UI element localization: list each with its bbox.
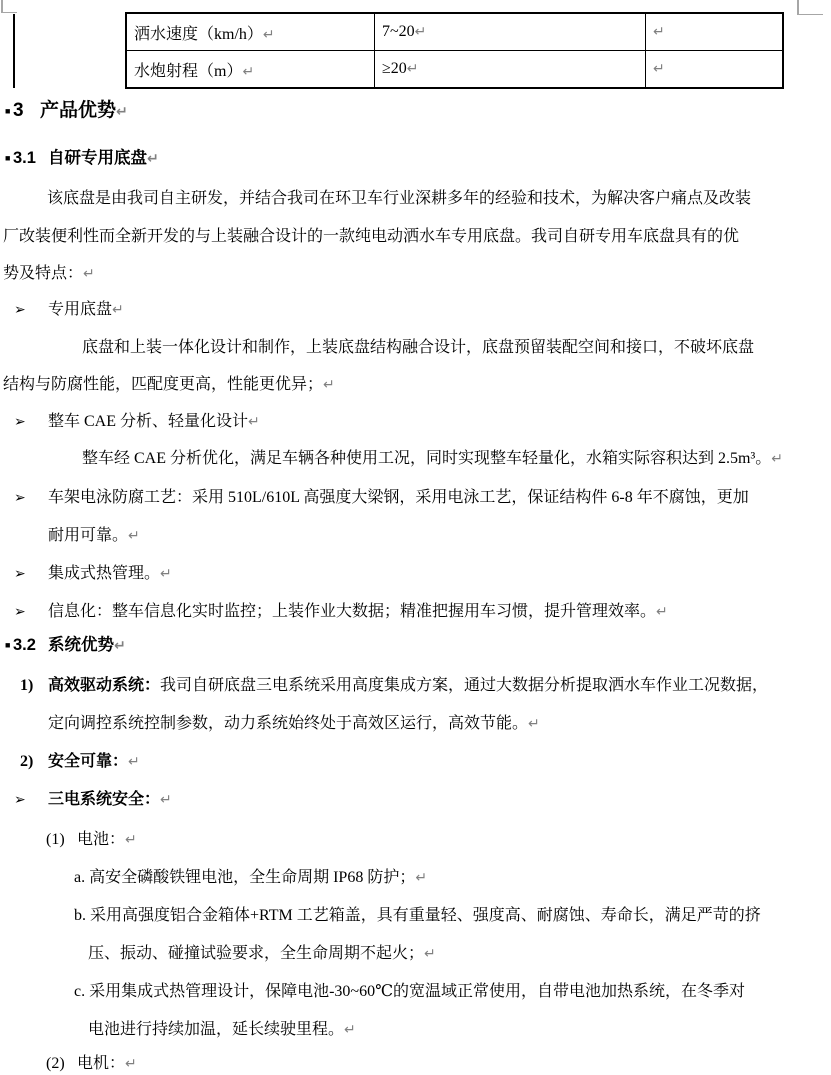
pilcrow-mark: ↵: [424, 946, 436, 962]
spec-label: 水炮射程（m）: [134, 62, 243, 80]
pilcrow-mark: ↵: [147, 151, 159, 167]
pilcrow-mark: ↵: [406, 61, 419, 77]
paragraph-text: 电池进行持续加温，延长续驶里程。: [88, 1021, 345, 1038]
heading-bullet-icon: ■: [5, 640, 11, 650]
paragraph-line: [48, 526, 140, 546]
lettered-item: [74, 906, 761, 926]
pilcrow-mark: ↵: [323, 377, 335, 393]
item-label: 高效驱动系统：: [48, 677, 161, 694]
numbered-item: [20, 752, 140, 772]
pilcrow-mark: ↵: [160, 566, 172, 582]
heading-3: [5, 101, 128, 122]
paragraph-line: [3, 227, 739, 247]
item-label: 安全可靠：: [48, 753, 129, 770]
item-text: 电机：: [77, 1055, 126, 1072]
list-number: 1): [20, 677, 34, 694]
paragraph-text: 结构与防腐性能，匹配度更高，性能更优异；: [3, 376, 324, 393]
pilcrow-mark: ↵: [125, 832, 137, 848]
bullet-text: 专用底盘: [48, 301, 113, 318]
pilcrow-mark: ↵: [125, 1056, 137, 1072]
pilcrow-mark: ↵: [771, 451, 783, 467]
pilcrow-mark: ↵: [83, 266, 95, 282]
spec-table: [125, 12, 784, 89]
bullet-text: 三电系统安全：: [48, 791, 161, 808]
spec-value-cell: [375, 51, 646, 89]
text-boundary-mark-top-left: [1, 0, 17, 13]
sub-numbered-item: [46, 830, 137, 850]
pilcrow-mark: ↵: [160, 792, 172, 808]
table-row: [126, 51, 783, 89]
item-text: 电池：: [77, 831, 126, 848]
item-text: b. 采用高强度铝合金箱体+RTM 工艺箱盖，具有重量轻、强度高、耐腐蚀、寿命长，满足严苛的挤: [74, 907, 761, 924]
heading-title: 系统优势: [48, 636, 114, 654]
heading-number: 3: [13, 100, 24, 121]
pilcrow-mark: ↵: [415, 870, 428, 886]
list-arrow-icon: ➢: [14, 302, 26, 318]
paragraph-line: [47, 189, 751, 209]
bullet-item: [14, 412, 260, 432]
text-boundary-mark-top-right: [797, 0, 823, 15]
pilcrow-mark: ↵: [128, 528, 140, 544]
paragraph-text: 压、振动、碰撞试验要求，全生命周期不起火；: [88, 945, 425, 962]
spec-label: 洒水速度（km/h）: [134, 25, 263, 43]
paragraph-text: 底盘和上装一体化设计和制作，上装底盘结构融合设计，底盘预留装配空间和接口，不破坏底盘: [82, 339, 755, 356]
item-text: c. 采用集成式热管理设计，保障电池-30~60℃的宽温域正常使用，自带电池加热系统，在冬季对: [74, 983, 745, 1000]
bullet-text: 整车 CAE 分析、轻量化设计: [48, 413, 249, 430]
list-number: (2): [46, 1055, 65, 1072]
item-text: a. 高安全磷酸铁锂电池，全生命周期 IP68 防护；: [74, 869, 416, 886]
spec-label-cell: [126, 13, 375, 51]
pilcrow-mark: ↵: [116, 104, 128, 120]
heading-bullet-icon: ■: [5, 153, 11, 163]
table-row: [126, 13, 783, 51]
bullet-text: 车架电泳防腐工艺：采用 510L/610L 高强度大梁钢，采用电泳工艺，保证结构件 6-8 年不腐蚀，更加: [48, 489, 749, 506]
heading-title: 产品优势: [40, 100, 117, 121]
paragraph-line: [88, 1020, 356, 1040]
heading-number: 3.2: [13, 636, 36, 654]
pilcrow-mark: ↵: [344, 1022, 356, 1038]
heading-3-2: [5, 635, 126, 656]
paragraph-line: [82, 449, 783, 469]
heading-title: 自研专用底盘: [48, 149, 147, 167]
pilcrow-mark: ↵: [262, 26, 275, 43]
pilcrow-mark: ↵: [528, 716, 540, 732]
paragraph-text: 势及特点：: [3, 265, 84, 282]
paragraph-text: 定向调控系统控制参数，动力系统始终处于高效区运行，高效节能。: [48, 715, 529, 732]
paragraph-text: 耐用可靠。: [48, 527, 129, 544]
lettered-item: [74, 982, 745, 1002]
list-arrow-icon: ➢: [14, 604, 26, 620]
heading-number: 3.1: [13, 149, 36, 167]
list-arrow-icon: ➢: [14, 490, 26, 506]
spec-value-cell: [375, 13, 646, 51]
pilcrow-mark: ↵: [128, 754, 140, 770]
bullet-item: [14, 564, 172, 584]
pilcrow-mark: ↵: [653, 61, 665, 77]
paragraph-line: [3, 264, 95, 284]
bullet-text: 信息化：整车信息化实时监控；上装作业大数据；精准把握用车习惯，提升管理效率。: [48, 603, 657, 620]
bullet-item: [14, 602, 668, 622]
numbered-item: [20, 676, 768, 696]
spec-value: 7~20: [382, 23, 415, 40]
pilcrow-mark: ↵: [248, 414, 260, 430]
paragraph-text: 厂改装便利性而全新开发的与上装融合设计的一款纯电动洒水车专用底盘。我司自研专用车底盘具有的优: [3, 228, 740, 245]
spec-value: ≥20: [382, 60, 407, 77]
paragraph-line: [88, 944, 436, 964]
paragraph-text: 该底盘是由我司自主研发，并结合我司在环卫车行业深耕多年的经验和技术，为解决客户痛点及改装: [47, 190, 752, 207]
spec-label-cell: [126, 51, 375, 89]
pilcrow-mark: ↵: [112, 302, 124, 318]
lettered-item: [74, 868, 427, 888]
paragraph-line: [48, 714, 540, 734]
pilcrow-mark: ↵: [656, 604, 668, 620]
list-arrow-icon: ➢: [14, 792, 26, 808]
list-number: 2): [20, 753, 34, 770]
bullet-item: [14, 790, 172, 810]
bullet-item: [14, 300, 124, 320]
pilcrow-mark: ↵: [653, 24, 665, 40]
sub-numbered-item: [46, 1054, 137, 1074]
pilcrow-mark: ↵: [114, 638, 126, 654]
spec-extra-cell: [646, 51, 784, 89]
bullet-text: 集成式热管理。: [48, 565, 161, 582]
paragraph-line: [82, 338, 754, 358]
heading-bullet-icon: ■: [5, 106, 11, 116]
list-arrow-icon: ➢: [14, 414, 26, 430]
spec-extra-cell: [646, 13, 784, 51]
paragraph-line: [3, 375, 335, 395]
list-number: (1): [46, 831, 65, 848]
pilcrow-mark: ↵: [414, 24, 427, 40]
revision-change-bar: [13, 14, 15, 88]
item-text: 我司自研底盘三电系统采用高度集成方案，通过大数据分析提取洒水车作业工况数据，: [160, 677, 769, 694]
paragraph-text: 整车经 CAE 分析优化，满足车辆各种使用工况，同时实现整车轻量化，水箱实际容积达到 2.5m³。: [82, 450, 772, 467]
bullet-item: [14, 488, 749, 508]
pilcrow-mark: ↵: [242, 63, 255, 80]
list-arrow-icon: ➢: [14, 566, 26, 582]
heading-3-1: [5, 148, 159, 169]
